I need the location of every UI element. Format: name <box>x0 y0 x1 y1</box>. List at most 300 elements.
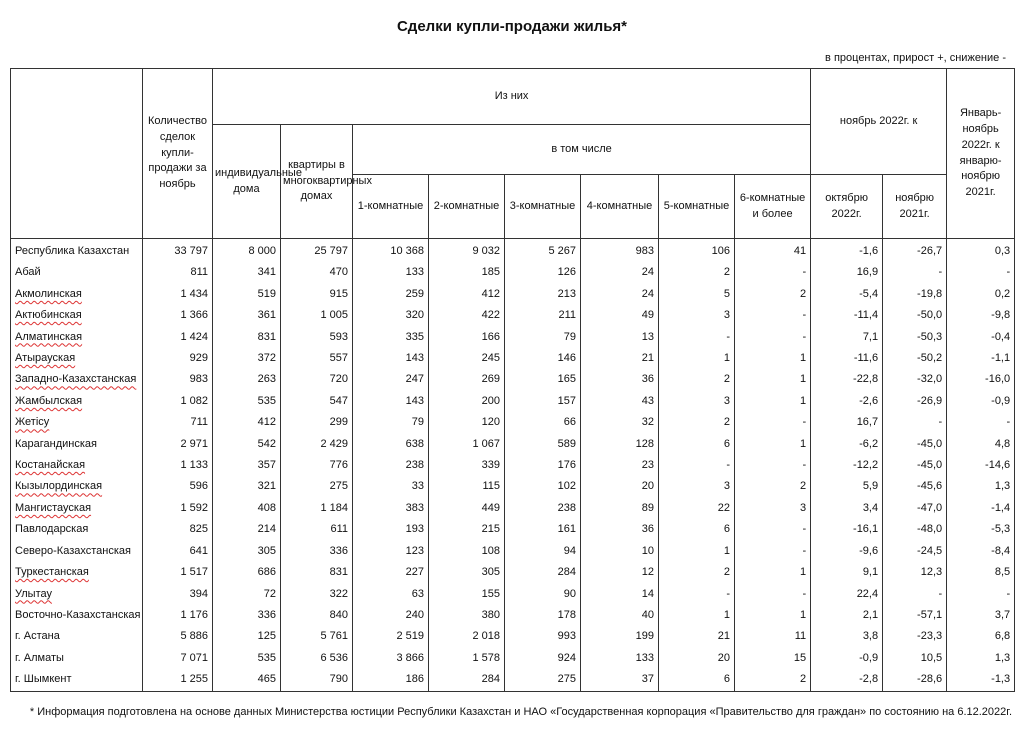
cell-apt: 470 <box>281 262 353 283</box>
region-name: Мангистауская <box>11 498 143 519</box>
cell-total: 641 <box>143 541 213 562</box>
cell-r6: 2 <box>735 284 811 305</box>
cell-r3: 66 <box>505 412 581 433</box>
cell-yoy: -14,6 <box>947 455 1015 476</box>
region-name: Республика Казахстан <box>11 239 143 263</box>
cell-apt: 299 <box>281 412 353 433</box>
cell-nov: - <box>883 412 947 433</box>
cell-nov: -57,1 <box>883 605 947 626</box>
cell-ind: 542 <box>213 434 281 455</box>
cell-r3: 589 <box>505 434 581 455</box>
table-row <box>11 262 1015 283</box>
cell-oct: -5,4 <box>811 284 883 305</box>
cell-r1: 2 519 <box>353 626 429 647</box>
cell-r4: 49 <box>581 305 659 326</box>
cell-nov: -47,0 <box>883 498 947 519</box>
cell-nov: -45,6 <box>883 476 947 497</box>
cell-r3: 146 <box>505 348 581 369</box>
cell-r3: 211 <box>505 305 581 326</box>
cell-oct: -9,6 <box>811 541 883 562</box>
cell-total: 394 <box>143 584 213 605</box>
cell-r3: 157 <box>505 391 581 412</box>
header-nov-2021: ноябрю 2021г. <box>883 175 947 239</box>
cell-nov: -23,3 <box>883 626 947 647</box>
cell-total: 1 255 <box>143 669 213 691</box>
cell-total: 596 <box>143 476 213 497</box>
cell-total: 929 <box>143 348 213 369</box>
cell-r3: 993 <box>505 626 581 647</box>
cell-yoy: 3,7 <box>947 605 1015 626</box>
header-rooms-2: 2-комнатные <box>429 175 505 239</box>
cell-ind: 341 <box>213 262 281 283</box>
header-rooms-5: 5-комнатные <box>659 175 735 239</box>
cell-oct: -6,2 <box>811 434 883 455</box>
cell-r2: 185 <box>429 262 505 283</box>
region-name: Восточно-Казахстанская <box>11 605 143 626</box>
cell-r2: 155 <box>429 584 505 605</box>
cell-oct: 2,1 <box>811 605 883 626</box>
table-row <box>11 455 1015 476</box>
cell-ind: 408 <box>213 498 281 519</box>
cell-apt: 593 <box>281 327 353 348</box>
cell-ind: 72 <box>213 584 281 605</box>
cell-r1: 335 <box>353 327 429 348</box>
cell-yoy: 0,3 <box>947 239 1015 263</box>
cell-r2: 449 <box>429 498 505 519</box>
cell-r2: 120 <box>429 412 505 433</box>
cell-apt: 6 536 <box>281 648 353 669</box>
cell-r1: 79 <box>353 412 429 433</box>
cell-r2: 200 <box>429 391 505 412</box>
cell-nov: -50,0 <box>883 305 947 326</box>
region-name: Карагандинская <box>11 434 143 455</box>
cell-r4: 89 <box>581 498 659 519</box>
cell-total: 1 434 <box>143 284 213 305</box>
cell-r5: 22 <box>659 498 735 519</box>
cell-yoy: -0,4 <box>947 327 1015 348</box>
cell-r6: 2 <box>735 669 811 691</box>
cell-apt: 1 005 <box>281 305 353 326</box>
cell-ind: 321 <box>213 476 281 497</box>
cell-r1: 133 <box>353 262 429 283</box>
cell-total: 1 366 <box>143 305 213 326</box>
cell-r5: 21 <box>659 626 735 647</box>
cell-r5: 3 <box>659 305 735 326</box>
table-row <box>11 605 1015 626</box>
cell-r6: - <box>735 455 811 476</box>
table-row <box>11 498 1015 519</box>
cell-r5: 1 <box>659 605 735 626</box>
cell-r6: 1 <box>735 434 811 455</box>
cell-r5: 6 <box>659 669 735 691</box>
cell-r3: 79 <box>505 327 581 348</box>
header-rooms-4: 4-комнатные <box>581 175 659 239</box>
cell-r1: 259 <box>353 284 429 305</box>
cell-apt: 25 797 <box>281 239 353 263</box>
cell-r2: 1 578 <box>429 648 505 669</box>
table-row <box>11 239 1015 263</box>
cell-oct: -2,6 <box>811 391 883 412</box>
cell-total: 825 <box>143 519 213 540</box>
cell-r6: 3 <box>735 498 811 519</box>
cell-r3: 165 <box>505 369 581 390</box>
cell-oct: -22,8 <box>811 369 883 390</box>
cell-nov: -32,0 <box>883 369 947 390</box>
cell-r3: 161 <box>505 519 581 540</box>
cell-r4: 20 <box>581 476 659 497</box>
table-row <box>11 562 1015 583</box>
cell-r1: 10 368 <box>353 239 429 263</box>
cell-r1: 227 <box>353 562 429 583</box>
cell-nov: - <box>883 262 947 283</box>
table-row <box>11 284 1015 305</box>
cell-r1: 3 866 <box>353 648 429 669</box>
cell-r4: 36 <box>581 369 659 390</box>
cell-oct: -0,9 <box>811 648 883 669</box>
cell-r1: 247 <box>353 369 429 390</box>
cell-r2: 115 <box>429 476 505 497</box>
cell-nov: -19,8 <box>883 284 947 305</box>
cell-r6: - <box>735 519 811 540</box>
cell-r4: 10 <box>581 541 659 562</box>
cell-total: 1 592 <box>143 498 213 519</box>
cell-yoy: - <box>947 584 1015 605</box>
cell-r5: - <box>659 327 735 348</box>
table-row <box>11 626 1015 647</box>
cell-yoy: 8,5 <box>947 562 1015 583</box>
cell-r4: 36 <box>581 519 659 540</box>
cell-nov: -48,0 <box>883 519 947 540</box>
cell-nov: - <box>883 584 947 605</box>
header-jan-nov: Январь-ноябрь 2022г. к январю-ноябрю 2021г. <box>947 69 1015 239</box>
region-name: Атырауская <box>11 348 143 369</box>
table-row <box>11 669 1015 691</box>
cell-nov: -26,9 <box>883 391 947 412</box>
cell-oct: 16,7 <box>811 412 883 433</box>
cell-r4: 24 <box>581 262 659 283</box>
cell-r5: - <box>659 455 735 476</box>
cell-r6: 41 <box>735 239 811 263</box>
cell-r1: 638 <box>353 434 429 455</box>
cell-r2: 1 067 <box>429 434 505 455</box>
cell-oct: 3,4 <box>811 498 883 519</box>
table-row <box>11 369 1015 390</box>
cell-oct: -1,6 <box>811 239 883 263</box>
header-apartments: квартиры в многоквартирных домах <box>281 125 353 239</box>
cell-r6: - <box>735 327 811 348</box>
housing-sales-table <box>10 68 1015 692</box>
cell-r4: 32 <box>581 412 659 433</box>
cell-r1: 33 <box>353 476 429 497</box>
cell-nov: -26,7 <box>883 239 947 263</box>
header-count: Количество сделок купли-продажи за ноябрь <box>143 69 213 239</box>
cell-r2: 380 <box>429 605 505 626</box>
header-rooms-6: 6-комнатные и более <box>735 175 811 239</box>
cell-yoy: 6,8 <box>947 626 1015 647</box>
cell-total: 1 517 <box>143 562 213 583</box>
cell-yoy: -1,3 <box>947 669 1015 691</box>
region-name: Улытау <box>11 584 143 605</box>
cell-apt: 275 <box>281 476 353 497</box>
cell-nov: -24,5 <box>883 541 947 562</box>
region-name: г. Алматы <box>11 648 143 669</box>
cell-r4: 24 <box>581 284 659 305</box>
cell-apt: 840 <box>281 605 353 626</box>
cell-oct: -16,1 <box>811 519 883 540</box>
cell-total: 1 082 <box>143 391 213 412</box>
cell-ind: 263 <box>213 369 281 390</box>
cell-r5: 1 <box>659 541 735 562</box>
cell-oct: 5,9 <box>811 476 883 497</box>
region-name: Павлодарская <box>11 519 143 540</box>
header-rooms-1: 1-комнатные <box>353 175 429 239</box>
table-row <box>11 519 1015 540</box>
cell-total: 711 <box>143 412 213 433</box>
region-name: Абай <box>11 262 143 283</box>
region-name: г. Шымкент <box>11 669 143 691</box>
table-row <box>11 584 1015 605</box>
cell-r6: - <box>735 305 811 326</box>
cell-r4: 37 <box>581 669 659 691</box>
cell-oct: 16,9 <box>811 262 883 283</box>
cell-nov: -45,0 <box>883 434 947 455</box>
cell-total: 1 176 <box>143 605 213 626</box>
cell-r2: 108 <box>429 541 505 562</box>
cell-total: 1 424 <box>143 327 213 348</box>
region-name: Актюбинская <box>11 305 143 326</box>
table-row <box>11 412 1015 433</box>
cell-ind: 361 <box>213 305 281 326</box>
cell-r3: 90 <box>505 584 581 605</box>
cell-r5: 2 <box>659 412 735 433</box>
cell-yoy: -1,1 <box>947 348 1015 369</box>
cell-r5: 3 <box>659 391 735 412</box>
cell-r6: 1 <box>735 348 811 369</box>
table-title: Сделки купли-продажи жилья* <box>396 18 628 35</box>
region-name: Костанайская <box>11 455 143 476</box>
cell-ind: 8 000 <box>213 239 281 263</box>
units-note: в процентах, прирост +, снижение - <box>825 52 1006 64</box>
cell-r3: 284 <box>505 562 581 583</box>
header-oct-2022: октябрю 2022г. <box>811 175 883 239</box>
cell-apt: 915 <box>281 284 353 305</box>
cell-r2: 9 032 <box>429 239 505 263</box>
table-row <box>11 476 1015 497</box>
header-of-which: Из них <box>213 69 811 125</box>
cell-r5: 1 <box>659 348 735 369</box>
cell-r1: 186 <box>353 669 429 691</box>
cell-apt: 831 <box>281 562 353 583</box>
cell-ind: 214 <box>213 519 281 540</box>
header-individual: индивидуальные дома <box>213 125 281 239</box>
cell-r5: 20 <box>659 648 735 669</box>
cell-r1: 143 <box>353 391 429 412</box>
region-name: Северо-Казахстанская <box>11 541 143 562</box>
cell-r4: 13 <box>581 327 659 348</box>
cell-r5: 6 <box>659 434 735 455</box>
cell-apt: 720 <box>281 369 353 390</box>
cell-apt: 322 <box>281 584 353 605</box>
header-region <box>11 69 143 239</box>
cell-ind: 519 <box>213 284 281 305</box>
cell-r2: 245 <box>429 348 505 369</box>
cell-r6: - <box>735 262 811 283</box>
cell-r2: 422 <box>429 305 505 326</box>
cell-yoy: -0,9 <box>947 391 1015 412</box>
cell-r5: 106 <box>659 239 735 263</box>
cell-ind: 372 <box>213 348 281 369</box>
cell-r4: 199 <box>581 626 659 647</box>
cell-r6: - <box>735 584 811 605</box>
cell-r3: 94 <box>505 541 581 562</box>
region-name: Акмолинская <box>11 284 143 305</box>
cell-r4: 983 <box>581 239 659 263</box>
cell-r2: 339 <box>429 455 505 476</box>
cell-total: 811 <box>143 262 213 283</box>
cell-r6: 1 <box>735 605 811 626</box>
cell-ind: 336 <box>213 605 281 626</box>
cell-r5: 2 <box>659 262 735 283</box>
cell-apt: 790 <box>281 669 353 691</box>
table-row <box>11 305 1015 326</box>
cell-apt: 547 <box>281 391 353 412</box>
header-nov-vs: ноябрь 2022г. к <box>811 69 947 175</box>
cell-apt: 336 <box>281 541 353 562</box>
cell-r3: 924 <box>505 648 581 669</box>
cell-r1: 238 <box>353 455 429 476</box>
cell-oct: -11,4 <box>811 305 883 326</box>
cell-ind: 412 <box>213 412 281 433</box>
cell-yoy: -16,0 <box>947 369 1015 390</box>
cell-nov: -50,2 <box>883 348 947 369</box>
table-row <box>11 434 1015 455</box>
cell-r4: 40 <box>581 605 659 626</box>
cell-apt: 557 <box>281 348 353 369</box>
cell-yoy: 1,3 <box>947 648 1015 669</box>
table-row <box>11 391 1015 412</box>
cell-r1: 143 <box>353 348 429 369</box>
cell-r2: 215 <box>429 519 505 540</box>
cell-yoy: 0,2 <box>947 284 1015 305</box>
cell-r3: 126 <box>505 262 581 283</box>
cell-total: 2 971 <box>143 434 213 455</box>
cell-r4: 21 <box>581 348 659 369</box>
cell-oct: 7,1 <box>811 327 883 348</box>
cell-apt: 776 <box>281 455 353 476</box>
cell-yoy: -9,8 <box>947 305 1015 326</box>
cell-oct: 22,4 <box>811 584 883 605</box>
cell-r3: 102 <box>505 476 581 497</box>
header-rooms-3: 3-комнатные <box>505 175 581 239</box>
header-including: в том числе <box>353 125 811 175</box>
cell-r3: 5 267 <box>505 239 581 263</box>
cell-nov: -45,0 <box>883 455 947 476</box>
cell-r2: 305 <box>429 562 505 583</box>
cell-r4: 12 <box>581 562 659 583</box>
region-name: Жамбылская <box>11 391 143 412</box>
cell-yoy: 1,3 <box>947 476 1015 497</box>
cell-yoy: -8,4 <box>947 541 1015 562</box>
cell-r6: 1 <box>735 562 811 583</box>
cell-r6: 1 <box>735 391 811 412</box>
cell-yoy: -5,3 <box>947 519 1015 540</box>
cell-r5: - <box>659 584 735 605</box>
cell-r5: 3 <box>659 476 735 497</box>
region-name: г. Астана <box>11 626 143 647</box>
cell-total: 7 071 <box>143 648 213 669</box>
cell-r6: 15 <box>735 648 811 669</box>
cell-r4: 14 <box>581 584 659 605</box>
cell-r6: 2 <box>735 476 811 497</box>
region-name: Жетісу <box>11 412 143 433</box>
cell-r2: 166 <box>429 327 505 348</box>
cell-ind: 125 <box>213 626 281 647</box>
cell-r3: 275 <box>505 669 581 691</box>
cell-ind: 686 <box>213 562 281 583</box>
cell-nov: 12,3 <box>883 562 947 583</box>
cell-ind: 465 <box>213 669 281 691</box>
cell-oct: 3,8 <box>811 626 883 647</box>
cell-r3: 238 <box>505 498 581 519</box>
cell-oct: -11,6 <box>811 348 883 369</box>
cell-total: 983 <box>143 369 213 390</box>
cell-r1: 320 <box>353 305 429 326</box>
cell-yoy: - <box>947 412 1015 433</box>
region-name: Кызылординская <box>11 476 143 497</box>
cell-r3: 213 <box>505 284 581 305</box>
footnote: * Информация подготовлена на основе данных Министерства юстиции Республики Казахстан и НАО «Государственная корпорация «Правительство для граждан» по состоянию на 6.12.2022г. <box>29 706 1012 718</box>
cell-r2: 269 <box>429 369 505 390</box>
cell-r5: 2 <box>659 369 735 390</box>
cell-r1: 383 <box>353 498 429 519</box>
cell-total: 33 797 <box>143 239 213 263</box>
cell-r6: - <box>735 412 811 433</box>
table-row <box>11 327 1015 348</box>
cell-yoy: 4,8 <box>947 434 1015 455</box>
table-row <box>11 648 1015 669</box>
cell-ind: 357 <box>213 455 281 476</box>
region-name: Туркестанская <box>11 562 143 583</box>
cell-r1: 123 <box>353 541 429 562</box>
cell-r1: 193 <box>353 519 429 540</box>
cell-r4: 43 <box>581 391 659 412</box>
cell-nov: -28,6 <box>883 669 947 691</box>
region-name: Западно-Казахстанская <box>11 369 143 390</box>
cell-nov: -50,3 <box>883 327 947 348</box>
cell-oct: -2,8 <box>811 669 883 691</box>
cell-apt: 2 429 <box>281 434 353 455</box>
cell-r5: 5 <box>659 284 735 305</box>
cell-r1: 240 <box>353 605 429 626</box>
cell-r4: 23 <box>581 455 659 476</box>
cell-r6: - <box>735 541 811 562</box>
table-row <box>11 348 1015 369</box>
cell-r2: 2 018 <box>429 626 505 647</box>
cell-ind: 535 <box>213 391 281 412</box>
region-name: Алматинская <box>11 327 143 348</box>
cell-apt: 611 <box>281 519 353 540</box>
cell-oct: 9,1 <box>811 562 883 583</box>
cell-total: 5 886 <box>143 626 213 647</box>
cell-oct: -12,2 <box>811 455 883 476</box>
cell-ind: 305 <box>213 541 281 562</box>
cell-r4: 133 <box>581 648 659 669</box>
cell-r2: 284 <box>429 669 505 691</box>
cell-r3: 178 <box>505 605 581 626</box>
cell-nov: 10,5 <box>883 648 947 669</box>
cell-r6: 1 <box>735 369 811 390</box>
cell-total: 1 133 <box>143 455 213 476</box>
